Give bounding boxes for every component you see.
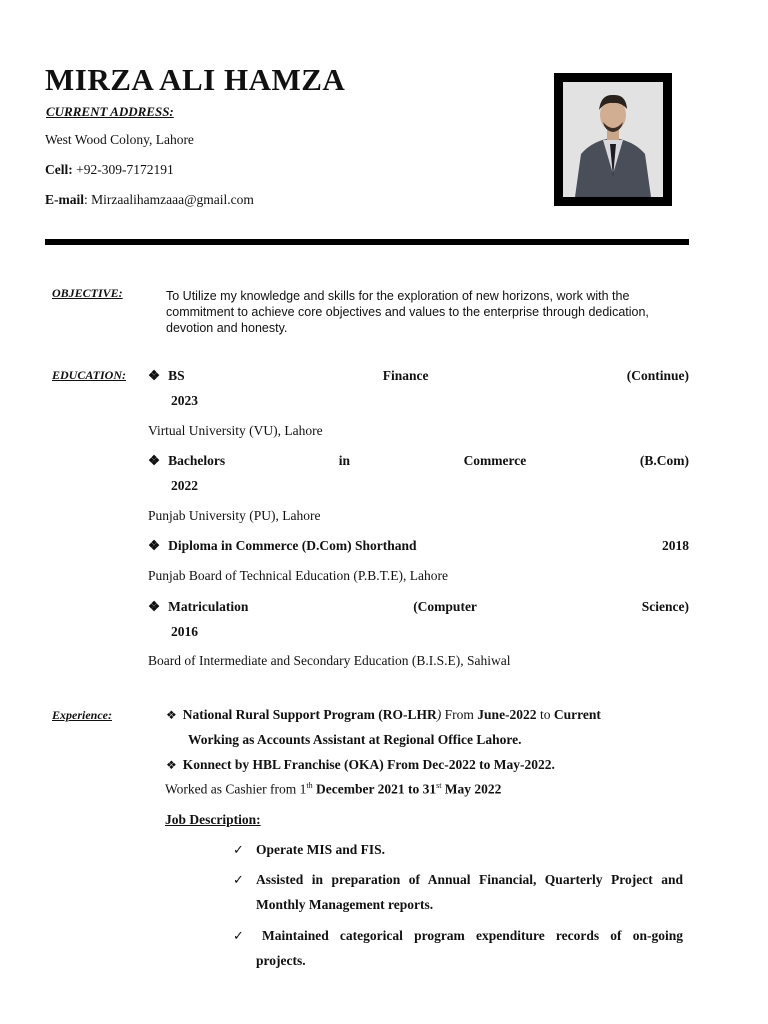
cell-line — [45, 162, 174, 178]
person-portrait-icon — [563, 82, 663, 197]
duty-item: Operate MIS and FIS. — [256, 842, 386, 857]
education-year: 2023 — [171, 393, 198, 408]
education-degree: ❖ BS — [148, 368, 185, 383]
address-text: West Wood Colony, Lahore — [45, 132, 194, 147]
objective-label: OBJECTIVE: — [52, 286, 123, 300]
check-icon: ✓ — [233, 872, 244, 887]
education-field: Commerce — [463, 453, 527, 468]
education-degree: ❖ Diploma in Commerce (D.Com) Shorthand — [148, 538, 417, 553]
education-item — [148, 368, 689, 384]
cell-value: +92-309-7172191 — [72, 162, 174, 177]
education-field: Finance — [382, 368, 429, 383]
education-institution: Punjab University (PU), Lahore — [148, 508, 321, 523]
job-description-label: Job Description: — [165, 812, 261, 827]
email-value: : Mirzaalihamzaaa@gmail.com — [84, 192, 254, 207]
diamond-bullet-icon: ❖ — [148, 368, 161, 383]
education-label: EDUCATION: — [52, 368, 127, 382]
education-institution: Virtual University (VU), Lahore — [148, 423, 323, 438]
experience-item: ❖ National Rural Support Program (RO-LHR) From June-2022 to Current — [166, 707, 601, 722]
education-degree: ❖ Bachelors — [148, 453, 226, 468]
education-degree: ❖ Matriculation — [148, 599, 249, 614]
objective-text: To Utilize my knowledge and skills for the exploration of new horizons, work with the commitment to achieve core objectives and values to the enterprise through dedication, devotion and honesty. — [166, 289, 649, 335]
diamond-bullet-icon: ❖ — [166, 708, 177, 722]
diamond-bullet-icon: ❖ — [148, 599, 161, 614]
address-label: CURRENT ADDRESS: — [46, 104, 174, 119]
experience-item: ❖ Konnect by HBL Franchise (OKA) From Dec-2022 to May-2022. — [166, 757, 555, 772]
experience-role: Working as Accounts Assistant at Regional Office Lahore. — [188, 732, 522, 747]
duty-item: Maintained categorical program expenditure records of on-going projects. — [256, 928, 683, 968]
education-field: (Computer — [413, 599, 477, 614]
check-icon: ✓ — [233, 842, 244, 857]
candidate-name: MIRZA ALI HAMZA — [45, 62, 346, 97]
experience-label: Experience: — [52, 708, 112, 722]
profile-photo — [563, 82, 663, 197]
education-item — [148, 538, 689, 554]
education-institution: Punjab Board of Technical Education (P.B.T.E), Lahore — [148, 568, 448, 583]
education-item — [148, 599, 689, 615]
education-year: 2016 — [171, 624, 198, 639]
diamond-bullet-icon: ❖ — [166, 758, 177, 772]
email-line — [45, 192, 254, 208]
education-year: 2018 — [662, 538, 689, 553]
check-icon: ✓ — [233, 928, 244, 943]
email-label: E-mail — [45, 192, 84, 207]
diamond-bullet-icon: ❖ — [148, 538, 161, 553]
education-abbrev: (B.Com) — [639, 453, 689, 468]
diamond-bullet-icon: ❖ — [148, 453, 161, 468]
cashier-line: Worked as Cashier from 1th December 2021 to 31st May 2022 — [165, 781, 502, 797]
education-year: 2022 — [171, 478, 198, 493]
education-word: in — [338, 453, 350, 468]
education-institution: Board of Intermediate and Secondary Education (B.I.S.E), Sahiwal — [148, 653, 511, 668]
education-field-end: Science) — [641, 599, 689, 614]
header-divider — [45, 239, 689, 245]
profile-photo-frame — [554, 73, 672, 206]
education-status: (Continue) — [626, 368, 689, 383]
cell-label: Cell: — [45, 162, 73, 177]
duty-item: Assisted in preparation of Annual Financial, Quarterly Project and Monthly Management reports. — [256, 872, 683, 912]
education-item — [148, 453, 689, 469]
